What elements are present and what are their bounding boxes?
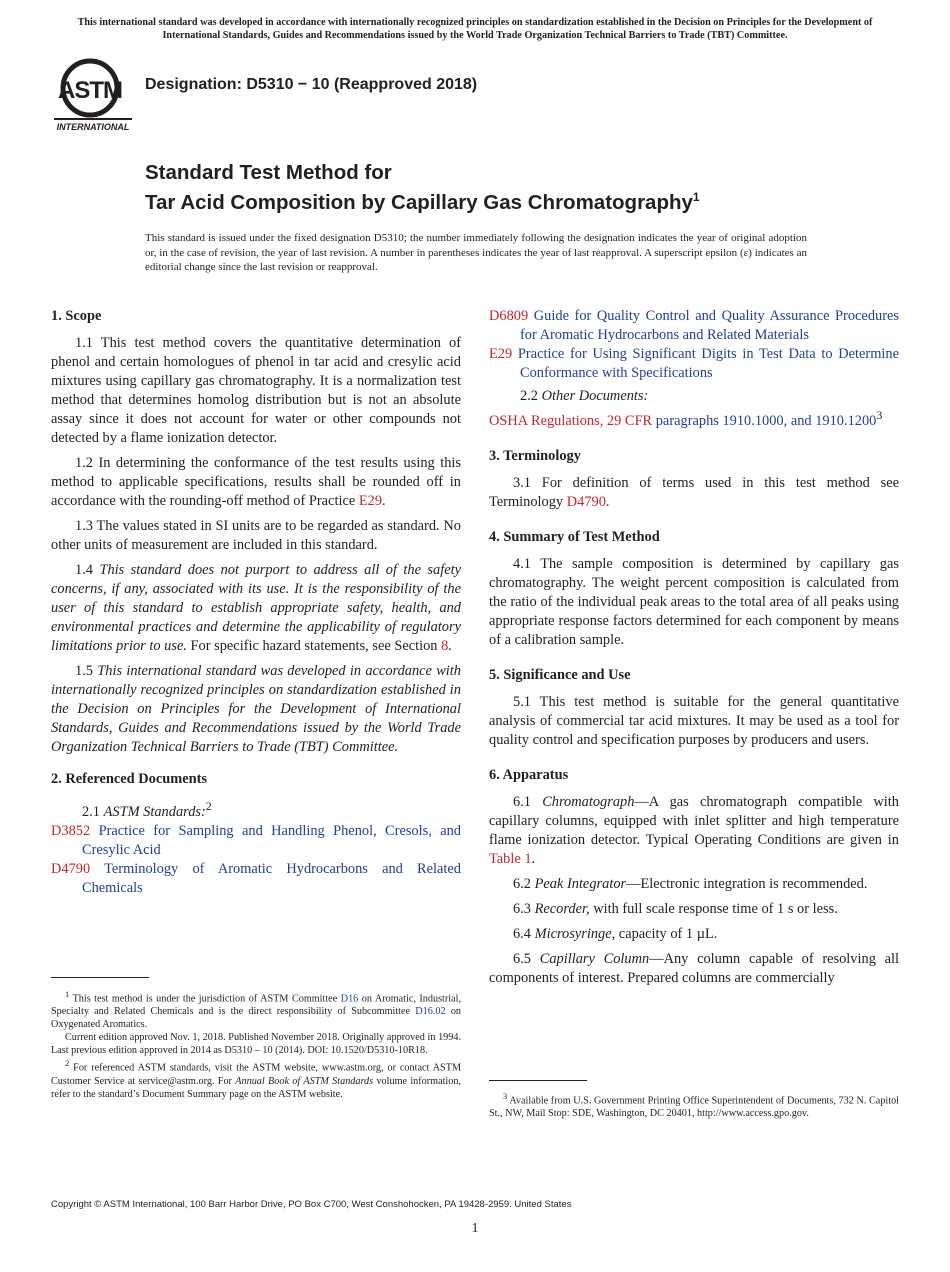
- ref-e29: [489, 345, 899, 383]
- para-1-5: 1.5 This international standard was developed in accordance with internationally recognized principles on standardization established in the Decision on Principles for the Development of International Standards, Guides and Recommendations issued by the World Trade Organization Technical Barriers to Trade (TBT) Committee.: [51, 663, 461, 755]
- footnote-divider-right: [489, 1080, 587, 1081]
- ref-d3852: [51, 822, 461, 860]
- para-6-2: 6.2 Peak Integrator—Electronic integration is recommended.: [513, 875, 868, 892]
- ref-title[interactable]: Practice for Sampling and Handling Phenol, Cresols, and Cresylic Acid: [82, 822, 461, 858]
- para-1-3: 1.3 The values stated in SI units are to be regarded as standard. No other units of measurement are included in this standard.: [51, 518, 461, 553]
- title-footnote-marker[interactable]: 1: [692, 190, 700, 204]
- section-6-heading: 6. Apparatus: [489, 766, 569, 783]
- section-4-heading: 4. Summary of Test Method: [489, 528, 660, 545]
- section-5-heading: 5. Significance and Use: [489, 666, 631, 683]
- logo-subtext: INTERNATIONAL: [56, 122, 130, 132]
- footnote-divider-left: [51, 977, 149, 978]
- ref-code[interactable]: D3852: [51, 822, 91, 839]
- section-2-heading: 2. Referenced Documents: [51, 771, 207, 787]
- link-d16-02[interactable]: D16.02: [415, 1006, 446, 1018]
- ref-code[interactable]: E29: [489, 346, 513, 362]
- ref-code[interactable]: D6809: [489, 308, 529, 324]
- para-6-1: 6.1 Chromatograph—A gas chromatograph compatible with capillary columns, equipped with inlet splitter and high temperature flame ionization detector. Typical Operating Conditions are given in Table 1.: [489, 793, 899, 867]
- ref-title[interactable]: Practice for Using Significant Digits in Test Data to Determine Conformance with Specifications: [517, 346, 899, 381]
- para-4-1: 4.1 The sample composition is determined by capillary gas chromatography. The weight percent composition is calculated from the ratio of the individual peak areas to the total area of all peaks using appropriate response factors determined for each component by means of a calibration sample.: [489, 555, 899, 648]
- footnote-1-edition: Current edition approved Nov. 1, 2018. Published November 2018. Originally approved in 1994. Last previous edition approved in 2014 as D5310 – 10 (2014). DOI: 10.1520/D5310-10R18.: [51, 1032, 461, 1057]
- astm-logo: [52, 58, 134, 134]
- section-3-heading: 3. Terminology: [489, 447, 581, 464]
- title-line-1: Standard Test Method for: [145, 161, 392, 184]
- para-1-4: 1.4 This standard does not purport to address all of the safety concerns, if any, associated with its use. It is the responsibility of the user of this standard to establish appropriate safety, health, and environmental practices and determine the applicability of regulatory limitations prior to use. For specific hazard statements, see Section 8.: [51, 562, 461, 654]
- designation: Designation: D5310 − 10 (Reapproved 2018): [145, 76, 478, 93]
- issuance-note: This standard is issued under the fixed designation D5310; the number immediately following the designation indicates the year of original adoption or, in the case of revision, the year of last revision. A number in parentheses indicates the year of last reapproval. A superscript epsilon (ε) indicates an editorial change since the last revision or reapproval.: [145, 232, 807, 273]
- footnote-2: $^2$ For referenced ASTM standards, visit the ASTM website, www.astm.org, or contact ASTM Customer Service at service@astm.org. For Annual Book of ASTM Standards volume information, refer to the standard’s Document Summary page on the ASTM website.: [51, 1058, 461, 1100]
- link-e29[interactable]: E29: [358, 493, 383, 509]
- ref-title[interactable]: paragraphs 1910.1000, and 1910.1200: [655, 412, 877, 429]
- para-2-1: 2.1 ASTM Standards:$^2$: [82, 799, 212, 820]
- footnotes-left: [51, 988, 461, 1101]
- document-title: [145, 160, 700, 215]
- section-1-heading: 1. Scope: [51, 308, 102, 324]
- ref-code[interactable]: D4790: [51, 860, 91, 877]
- ref-code[interactable]: OSHA Regulations, 29 CFR: [489, 412, 653, 429]
- title-line-2: Tar Acid Composition by Capillary Gas Chromatography$^1$: [145, 190, 700, 214]
- ref-d6809: [489, 307, 899, 345]
- link-table-1[interactable]: Table 1: [489, 850, 532, 867]
- ref-title[interactable]: Guide for Quality Control and Quality Assurance Procedures for Aromatic Hydrocarbons and Related Materials: [520, 308, 899, 343]
- ref-title[interactable]: Terminology of Aromatic Hydrocarbons and Related Chemicals: [82, 860, 461, 896]
- page-number: 1: [471, 1221, 479, 1236]
- left-column: [51, 307, 461, 898]
- right-column: [489, 307, 899, 994]
- para-1-2: 1.2 In determining the conformance of the test results using this method to applicable specifications, results shall be rounded off in accordance with the rounding-off method of Practice E29.: [51, 455, 461, 509]
- footnote-3: $^3$ Available from U.S. Government Printing Office Superintendent of Documents, 732 N. Capitol St., NW, Mail Stop: SDE, Washington, DC 20401, http://www.access.gpo.gov.: [489, 1091, 899, 1120]
- copyright-footer: Copyright © ASTM International, 100 Barr Harbor Drive, PO Box C700, West Conshohocken, PA 19428-2959. United States: [51, 1199, 572, 1210]
- para-6-3: 6.3 Recorder, with full scale response time of 1 s or less.: [513, 900, 838, 917]
- para-5-1: 5.1 This test method is suitable for the general quantitative analysis of commercial tar acid mixtures. It may be used as a tool for quality control and specification purposes by producers and users.: [489, 693, 899, 748]
- para-2-2: 2.2 Other Documents:: [520, 388, 649, 404]
- ref-osha: OSHA Regulations, 29 CFR paragraphs 1910.1000, and 1910.1200$^3$: [489, 408, 883, 429]
- ref-d4790: [51, 860, 461, 898]
- para-3-1: 3.1 For definition of terms used in this test method see Terminology D4790.: [489, 474, 899, 510]
- tbt-notice: This international standard was developed in accordance with internationally recognized principles on standardization established in the Decision on Principles for the Development of International Standards, Guides and Recommendations issued by the World Trade Organization Technical Barriers to Trade (TBT) Committee.: [77, 17, 873, 41]
- link-d16[interactable]: D16: [340, 993, 359, 1005]
- footnotes-right: [489, 1090, 899, 1120]
- footnote-1: $^1$ This test method is under the jurisdiction of ASTM Committee D16 on Aromatic, Industrial, Specialty and Related Chemicals and is the direct responsibility of Subcommittee D16.02 on Oxygenated Aromatics.: [51, 989, 462, 1031]
- para-6-5: 6.5 Capillary Column—Any column capable of resolving all components of interest. Prepared columns are commercially: [489, 950, 899, 986]
- para-6-4: 6.4 Microsyringe, capacity of 1 µL.: [513, 925, 718, 942]
- logo-text: ASTM: [58, 77, 122, 104]
- para-1-1: 1.1 This test method covers the quantitative determination of phenol and certain homologues of phenol in tar acid and cresylic acid mixtures using capillary gas chromatography. It is a normalization test method that determines homolog distribution but is not an absolute assay since it does not account for water or other compounds not detected by a flame ionization detector.: [51, 335, 461, 446]
- link-section-8[interactable]: 8: [441, 638, 449, 654]
- link-d4790[interactable]: D4790: [566, 493, 606, 510]
